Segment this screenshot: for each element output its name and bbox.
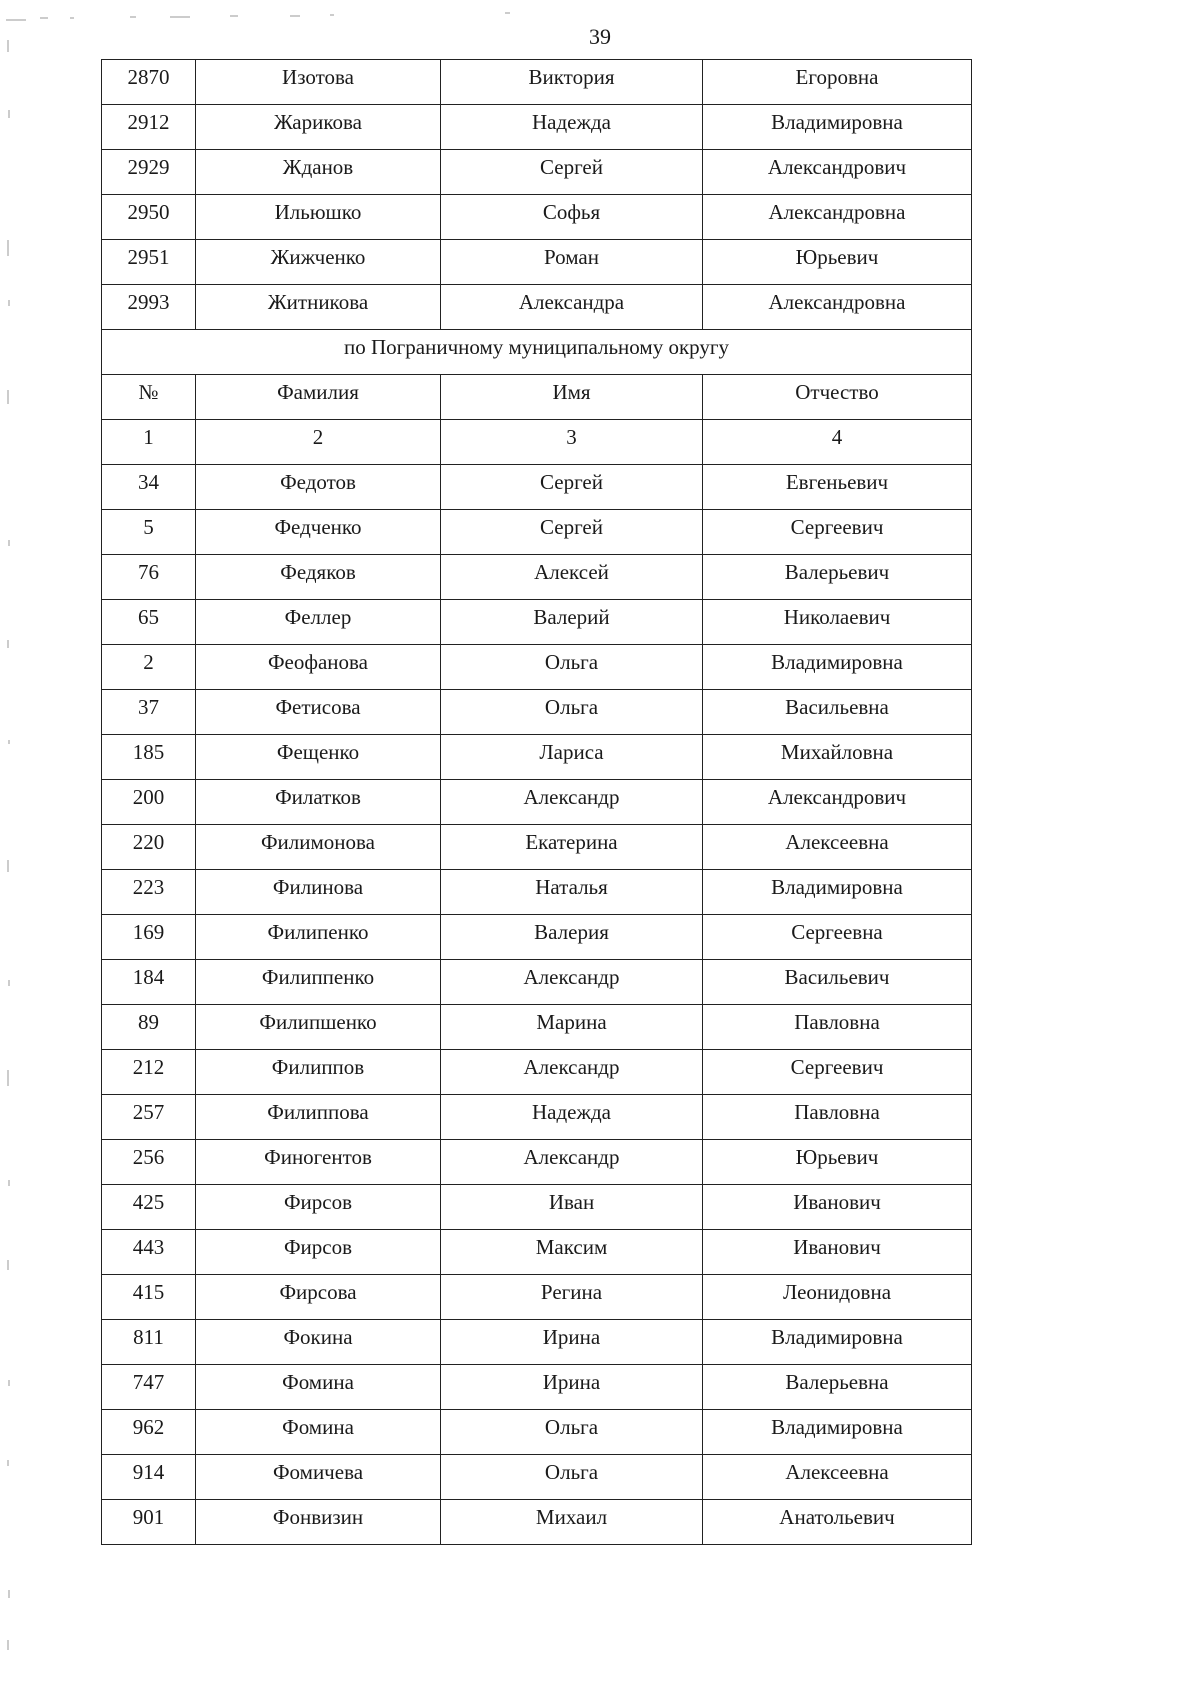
cell-patronymic: Васильевич	[703, 960, 972, 1005]
cell-given-name: Лариса	[441, 735, 703, 780]
cell-number: 2950	[102, 195, 196, 240]
cell-patronymic: Владимировна	[703, 1320, 972, 1365]
cell-number: 747	[102, 1365, 196, 1410]
table-row	[102, 240, 972, 285]
cell-number: 76	[102, 555, 196, 600]
cell-patronymic: Александрович	[703, 150, 972, 195]
cell-patronymic: Анатольевич	[703, 1500, 972, 1545]
table-row	[102, 690, 972, 735]
cell-patronymic: Владимировна	[703, 645, 972, 690]
header-given-name: Имя	[441, 375, 703, 420]
cell-number: 34	[102, 465, 196, 510]
table-row	[102, 1500, 972, 1545]
cell-number: 256	[102, 1140, 196, 1185]
cell-given-name: Марина	[441, 1005, 703, 1050]
table-row	[102, 870, 972, 915]
table-row	[102, 150, 972, 195]
cell-surname: Филипшенко	[196, 1005, 441, 1050]
table-row	[102, 1275, 972, 1320]
column-number-row	[102, 420, 972, 465]
cell-patronymic: Юрьевич	[703, 240, 972, 285]
cell-surname: Фирсов	[196, 1185, 441, 1230]
cell-patronymic: Сергеевна	[703, 915, 972, 960]
table-row	[102, 1455, 972, 1500]
table-row	[102, 645, 972, 690]
cell-number: 2870	[102, 60, 196, 105]
cell-patronymic: Валерьевич	[703, 555, 972, 600]
cell-surname: Финогентов	[196, 1140, 441, 1185]
table-row	[102, 195, 972, 240]
cell-number: 811	[102, 1320, 196, 1365]
table-row	[102, 1005, 972, 1050]
cell-given-name: Валерия	[441, 915, 703, 960]
table-row	[102, 600, 972, 645]
cell-patronymic: Евгеньевич	[703, 465, 972, 510]
table-row	[102, 1410, 972, 1455]
cell-patronymic: Александровна	[703, 285, 972, 330]
cell-number: 212	[102, 1050, 196, 1095]
cell-number: 2912	[102, 105, 196, 150]
cell-number: 220	[102, 825, 196, 870]
table-row	[102, 105, 972, 150]
cell-given-name: Надежда	[441, 105, 703, 150]
header-row	[102, 375, 972, 420]
cell-surname: Филипенко	[196, 915, 441, 960]
cell-surname: Филиппов	[196, 1050, 441, 1095]
cell-given-name: Регина	[441, 1275, 703, 1320]
table-row	[102, 555, 972, 600]
header-patronymic: Отчество	[703, 375, 972, 420]
table-row	[102, 780, 972, 825]
cell-given-name: Ольга	[441, 645, 703, 690]
cell-patronymic: Павловна	[703, 1095, 972, 1140]
cell-surname: Феофанова	[196, 645, 441, 690]
cell-patronymic: Павловна	[703, 1005, 972, 1050]
cell-patronymic: Владимировна	[703, 1410, 972, 1455]
cell-number: 901	[102, 1500, 196, 1545]
cell-patronymic: Юрьевич	[703, 1140, 972, 1185]
cell-given-name: Максим	[441, 1230, 703, 1275]
cell-number: 5	[102, 510, 196, 555]
cell-number: 169	[102, 915, 196, 960]
cell-patronymic: Егоровна	[703, 60, 972, 105]
cell-given-name: Александр	[441, 1140, 703, 1185]
section-row	[102, 330, 972, 375]
cell-surname: Фомичева	[196, 1455, 441, 1500]
cell-surname: Жижченко	[196, 240, 441, 285]
cell-number: 2993	[102, 285, 196, 330]
cell-number: 2951	[102, 240, 196, 285]
cell-surname: Фомина	[196, 1410, 441, 1455]
cell-given-name: Михаил	[441, 1500, 703, 1545]
cell-surname: Житникова	[196, 285, 441, 330]
cell-number: 415	[102, 1275, 196, 1320]
cell-patronymic: Александрович	[703, 780, 972, 825]
cell-given-name: Александр	[441, 1050, 703, 1095]
cell-surname: Филимонова	[196, 825, 441, 870]
cell-surname: Жданов	[196, 150, 441, 195]
cell-surname: Фирсов	[196, 1230, 441, 1275]
cell-given-name: Виктория	[441, 60, 703, 105]
cell-number: 185	[102, 735, 196, 780]
roster-table-body	[102, 60, 972, 1545]
table-row	[102, 1185, 972, 1230]
cell-patronymic: Николаевич	[703, 600, 972, 645]
cell-surname: Филатков	[196, 780, 441, 825]
table-row	[102, 915, 972, 960]
cell-number: 443	[102, 1230, 196, 1275]
cell-patronymic: Иванович	[703, 1185, 972, 1230]
cell-number: 89	[102, 1005, 196, 1050]
table-row	[102, 1320, 972, 1365]
header-surname: Фамилия	[196, 375, 441, 420]
table-row	[102, 465, 972, 510]
column-number: 2	[196, 420, 441, 465]
cell-number: 223	[102, 870, 196, 915]
section-title: по Пограничному муниципальному округу	[102, 330, 972, 375]
cell-given-name: Алексей	[441, 555, 703, 600]
column-number: 1	[102, 420, 196, 465]
cell-patronymic: Сергеевич	[703, 510, 972, 555]
cell-given-name: Ольга	[441, 1455, 703, 1500]
cell-given-name: Александр	[441, 780, 703, 825]
cell-given-name: Ирина	[441, 1365, 703, 1410]
cell-patronymic: Иванович	[703, 1230, 972, 1275]
cell-surname: Жарикова	[196, 105, 441, 150]
cell-surname: Фокина	[196, 1320, 441, 1365]
cell-patronymic: Александровна	[703, 195, 972, 240]
table-row	[102, 960, 972, 1005]
cell-surname: Фетисова	[196, 690, 441, 735]
table-row	[102, 1050, 972, 1095]
table-row	[102, 60, 972, 105]
cell-surname: Феллер	[196, 600, 441, 645]
cell-patronymic: Владимировна	[703, 870, 972, 915]
cell-surname: Федяков	[196, 555, 441, 600]
table-row	[102, 285, 972, 330]
table-row	[102, 510, 972, 555]
table-row	[102, 1095, 972, 1140]
cell-given-name: Екатерина	[441, 825, 703, 870]
table-row	[102, 1365, 972, 1410]
cell-given-name: Сергей	[441, 510, 703, 555]
cell-patronymic: Сергеевич	[703, 1050, 972, 1095]
column-number: 4	[703, 420, 972, 465]
cell-given-name: Ирина	[441, 1320, 703, 1365]
cell-given-name: Сергей	[441, 150, 703, 195]
cell-number: 37	[102, 690, 196, 735]
cell-patronymic: Леонидовна	[703, 1275, 972, 1320]
cell-surname: Фирсова	[196, 1275, 441, 1320]
cell-number: 2929	[102, 150, 196, 195]
cell-patronymic: Владимировна	[703, 105, 972, 150]
cell-surname: Филиппенко	[196, 960, 441, 1005]
roster-table	[101, 59, 972, 1545]
cell-number: 65	[102, 600, 196, 645]
cell-given-name: Ольга	[441, 1410, 703, 1455]
cell-patronymic: Алексеевна	[703, 1455, 972, 1500]
cell-given-name: Сергей	[441, 465, 703, 510]
cell-given-name: Александр	[441, 960, 703, 1005]
cell-surname: Фонвизин	[196, 1500, 441, 1545]
cell-number: 914	[102, 1455, 196, 1500]
cell-given-name: Надежда	[441, 1095, 703, 1140]
cell-surname: Ильюшко	[196, 195, 441, 240]
cell-surname: Федченко	[196, 510, 441, 555]
cell-given-name: Ольга	[441, 690, 703, 735]
cell-surname: Филинова	[196, 870, 441, 915]
cell-given-name: Иван	[441, 1185, 703, 1230]
cell-patronymic: Михайловна	[703, 735, 972, 780]
cell-given-name: Александра	[441, 285, 703, 330]
cell-patronymic: Валерьевна	[703, 1365, 972, 1410]
column-number: 3	[441, 420, 703, 465]
header-number: №	[102, 375, 196, 420]
cell-surname: Изотова	[196, 60, 441, 105]
cell-number: 962	[102, 1410, 196, 1455]
cell-patronymic: Алексеевна	[703, 825, 972, 870]
cell-given-name: Роман	[441, 240, 703, 285]
table-row	[102, 825, 972, 870]
cell-number: 184	[102, 960, 196, 1005]
cell-number: 200	[102, 780, 196, 825]
cell-patronymic: Васильевна	[703, 690, 972, 735]
cell-surname: Фомина	[196, 1365, 441, 1410]
table-row	[102, 1140, 972, 1185]
table-row	[102, 1230, 972, 1275]
cell-surname: Филиппова	[196, 1095, 441, 1140]
cell-given-name: Наталья	[441, 870, 703, 915]
page-number: 39	[589, 24, 611, 49]
cell-number: 2	[102, 645, 196, 690]
cell-surname: Фещенко	[196, 735, 441, 780]
cell-surname: Федотов	[196, 465, 441, 510]
cell-number: 425	[102, 1185, 196, 1230]
cell-given-name: Валерий	[441, 600, 703, 645]
cell-number: 257	[102, 1095, 196, 1140]
table-row	[102, 735, 972, 780]
cell-given-name: Софья	[441, 195, 703, 240]
